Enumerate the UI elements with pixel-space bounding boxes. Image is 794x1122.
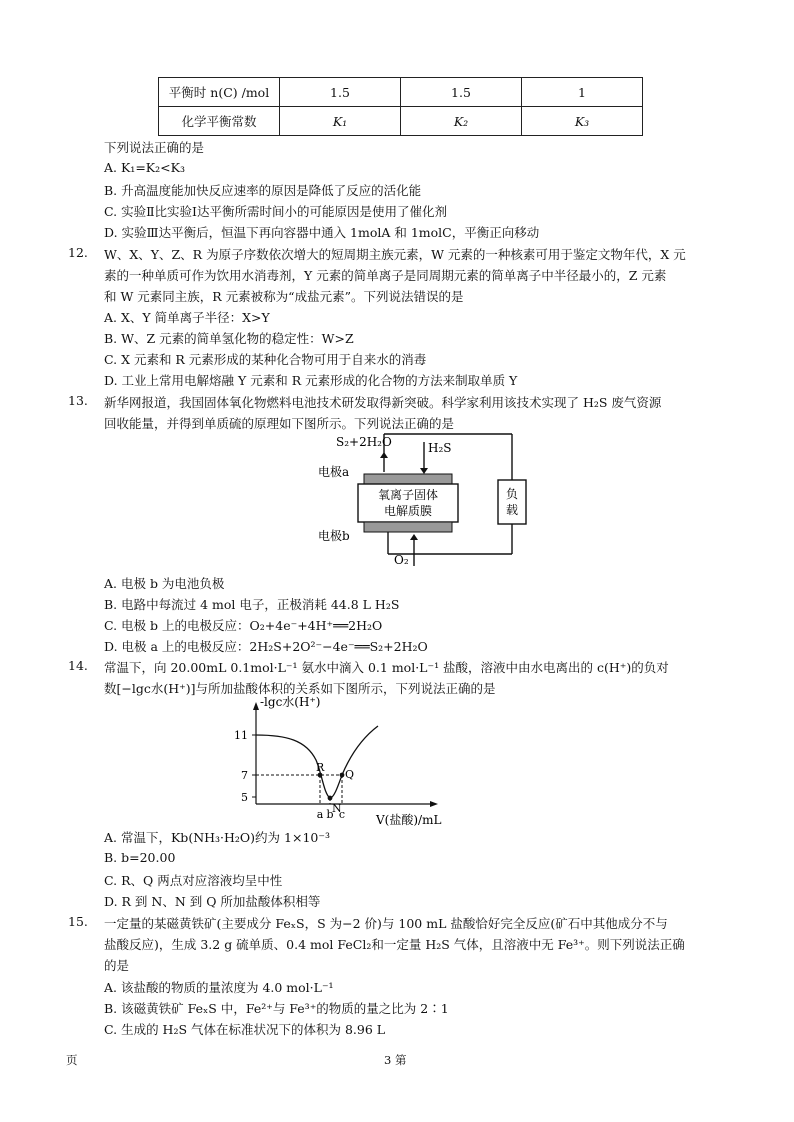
q15-stem-line: 盐酸反应)，生成 3.2 g 硫单质、0.4 mol FeCl₂和一定量 H₂S 气体，且溶液中无 Fe³⁺。则下列说法正确 <box>104 937 685 952</box>
q11-stem: 下列说法正确的是 <box>104 140 205 155</box>
q13-option-c: C. 电极 b 上的电极反应：O₂+4e⁻+4H⁺══2H₂O <box>104 618 383 633</box>
q13-option-a: A. 电极 b 为电池负极 <box>104 576 225 591</box>
footer-left: 页 <box>66 1053 78 1067</box>
q15-option-b: B. 该磁黄铁矿 FeₓS 中，Fe²⁺与 Fe³⁺的物质的量之比为 2∶1 <box>104 1001 449 1016</box>
table-cell: 1.5 <box>280 78 401 107</box>
y-tick: 5 <box>241 791 248 804</box>
equilibrium-table <box>158 77 643 136</box>
q14-option-c: C. R、Q 两点对应溶液均呈中性 <box>104 873 283 888</box>
q13-number: 13. <box>68 393 88 408</box>
q14-number: 14. <box>68 658 88 673</box>
load-label: 载 <box>505 503 519 517</box>
h2s-label: H₂S <box>428 441 452 455</box>
y-tick: 11 <box>234 729 248 742</box>
x-tick: c <box>338 808 346 821</box>
q13-option-d: D. 电极 a 上的电极反应：2H₂S+2O²⁻−4e⁻══S₂+2H₂O <box>104 639 428 654</box>
table-row <box>159 107 643 136</box>
q12-stem-line: W、X、Y、Z、R 为原子序数依次增大的短周期主族元素，W 元素的一种核素可用于鉴定文物年代，X 元 <box>104 247 686 262</box>
table-cell: K₁ <box>280 107 401 136</box>
q13-stem-line: 新华网报道，我国固体氧化物燃料电池技术研发取得新突破。科学家利用该技术实现了 H₂S 废气资源 <box>104 395 662 410</box>
o2-label: O₂ <box>394 553 409 567</box>
q11-option-b: B. 升高温度能加快反应速率的原因是降低了反应的活化能 <box>104 183 422 198</box>
x-axis-label: V(盐酸)/mL <box>376 813 442 827</box>
q11-option-a: A. K₁=K₂<K₃ <box>104 160 185 175</box>
q13-stem-line: 回收能量，并得到单质硫的原理如下图所示。下列说法正确的是 <box>104 416 455 431</box>
table-cell: K₂ <box>401 107 522 136</box>
q15-option-c: C. 生成的 H₂S 气体在标准状况下的体积为 8.96 L <box>104 1022 386 1037</box>
point-q <box>340 773 345 778</box>
membrane-label: 氧离子固体 <box>377 488 439 502</box>
point-label: Q <box>345 768 355 781</box>
titration-graph <box>226 694 456 828</box>
table-cell: 平衡时 n(C) /mol <box>159 78 280 107</box>
q14-option-a: A. 常温下，Kb(NH₃·H₂O)约为 1×10⁻³ <box>104 830 330 845</box>
q15-stem-line: 一定量的某磁黄铁矿(主要成分 FeₓS，S 为−2 价)与 100 mL 盐酸恰好完全反应(矿石中其他成分不与 <box>104 916 668 931</box>
q12-option-a: A. X、Y 简单离子半径：X>Y <box>104 310 270 325</box>
q12-option-d: D. 工业上常用电解熔融 Y 元素和 R 元素形成的化合物的方法来制取单质 Y <box>104 373 518 388</box>
q12-stem-line: 素的一种单质可作为饮用水消毒剂，Y 元素的简单离子是同周期元素的简单离子中半径最小的，Z 元素 <box>104 268 667 283</box>
q11-option-d: D. 实验Ⅲ达平衡后，恒温下再向容器中通入 1molA 和 1molC，平衡正向移动 <box>104 225 540 240</box>
load-label: 负 <box>505 487 519 501</box>
q12-stem-line: 和 W 元素同主族，R 元素被称为“成盐元素”。下列说法错误的是 <box>104 289 464 304</box>
product-label: S₂+2H₂O <box>336 435 392 449</box>
table-cell: 1 <box>522 78 643 107</box>
y-axis-label: -lgc水(H⁺) <box>260 695 321 709</box>
table-cell: K₃ <box>522 107 643 136</box>
table-row <box>159 78 643 107</box>
x-tick: a <box>316 808 324 821</box>
point-label: N <box>332 802 342 815</box>
fuel-cell-diagram <box>300 428 530 570</box>
electrode-b-label: 电极b <box>318 529 350 543</box>
q11-option-c: C. 实验Ⅱ比实验Ⅰ达平衡所需时间小的可能原因是使用了催化剂 <box>104 204 448 219</box>
q15-number: 15. <box>68 914 88 929</box>
q13-option-b: B. 电路中每流过 4 mol 电子，正极消耗 44.8 L H₂S <box>104 597 400 612</box>
q14-stem-line: 数[−lgc水(H⁺)]与所加盐酸体积的关系如下图所示，下列说法正确的是 <box>104 681 496 696</box>
q15-stem-line: 的是 <box>104 958 130 973</box>
page-number: 3 第 <box>384 1053 407 1067</box>
q14-option-d: D. R 到 N、N 到 Q 所加盐酸体积相等 <box>104 894 321 909</box>
x-tick: b <box>326 808 334 821</box>
membrane-label: 电解质膜 <box>383 504 433 518</box>
point-label: R <box>316 761 325 774</box>
electrode-a <box>364 474 452 484</box>
q14-option-b: B. b=20.00 <box>104 850 176 865</box>
point-n <box>328 796 333 801</box>
q12-number: 12. <box>68 245 88 260</box>
q12-option-b: B. W、Z 元素的简单氢化物的稳定性：W>Z <box>104 331 354 346</box>
q12-option-c: C. X 元素和 R 元素形成的某种化合物可用于自来水的消毒 <box>104 352 427 367</box>
electrode-b <box>364 522 452 532</box>
y-tick: 7 <box>241 769 248 782</box>
q14-stem-line: 常温下，向 20.00mL 0.1mol·L⁻¹ 氨水中滴入 0.1 mol·L⁻¹ 盐酸，溶液中由水电离出的 c(H⁺)的负对 <box>104 660 669 675</box>
electrode-a-label: 电极a <box>318 465 350 479</box>
q15-option-a: A. 该盐酸的物质的量浓度为 4.0 mol·L⁻¹ <box>104 980 334 995</box>
table-cell: 1.5 <box>401 78 522 107</box>
table-cell: 化学平衡常数 <box>159 107 280 136</box>
